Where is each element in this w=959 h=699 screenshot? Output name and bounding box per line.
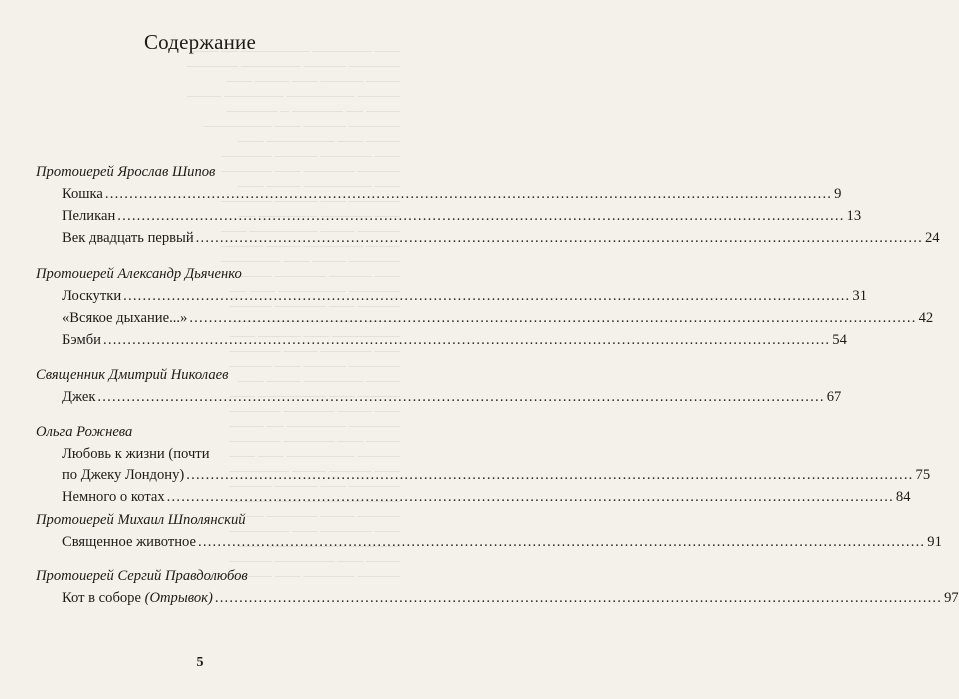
toc-entry-title: Кошка [62, 186, 103, 202]
toc-entry-title [62, 590, 213, 607]
dot-leader [123, 288, 850, 305]
toc-entry-page: 67 [826, 389, 842, 405]
page-title: Содержание [143, 30, 257, 54]
toc-entry[interactable] [62, 310, 934, 330]
toc-entry-page: 24 [924, 230, 940, 246]
toc-entry-title: Немного о котах [62, 489, 165, 505]
toc-entry-title: Священное животное [62, 534, 197, 550]
toc-entry-page: 91 [927, 534, 942, 550]
toc-entry[interactable] [62, 389, 842, 409]
toc-entry[interactable] [62, 467, 931, 487]
author-heading: Протоиерей Сергий Правдолюбов [36, 568, 248, 584]
dot-leader [189, 310, 916, 327]
dot-leader [196, 230, 923, 247]
page-number: 5 [196, 655, 204, 670]
toc-entry[interactable] [62, 332, 847, 352]
toc-entry[interactable] [62, 208, 862, 228]
toc-entry-title-line1[interactable]: Любовь к жизни (почти [62, 446, 210, 462]
toc-entry-title: Джек [62, 389, 96, 405]
toc-entry-title-note: (Отрывок) [144, 590, 213, 606]
toc-entry-page: 97 [944, 590, 959, 606]
toc-entry-title-main: Кот в соборе [62, 590, 141, 606]
toc-entry-page: 13 [846, 208, 862, 224]
toc-entry-title: Лоскутки [62, 288, 122, 304]
dot-leader [215, 590, 942, 607]
author-heading: Протоиерей Ярослав Шипов [36, 164, 216, 180]
toc-entry-title: Бэмби [62, 332, 101, 348]
toc-entry[interactable] [62, 186, 842, 206]
author-heading: Протоиерей Александр Дьяченко [36, 266, 242, 282]
dot-leader [167, 489, 894, 506]
dot-leader [198, 534, 925, 551]
show-through-text: ─── ─────── ──────── ── ─── ────── ───── ─────── ────── ──── ───── ─── ──── ─── ───── ──────── ─────── ──── ──── ── ────── ─ ────── ────── ───── ─── ──────── ──── ─── ──────── ─── ─── ────── ───── ────── ───── ────── ─── ────── ─── ──────── ──── ─── ────── ─── ───── ────── ─── ────── ─────── ── ───── ──── ──────── ─── ──── ─────── ──── ───── ────── ──── ─── ─────── ─── ───── ────── ──── ────── ──────── ─── ── ───── ─── ────── ───── ──── ─────── ──── ──── ──────── ─── ───── ─── ─── ────── ──── ────── ────── ───── ─── ───── ──── ─────── ──── ─── ───── ─── ──────── ─── ─── ──── ────── ────── ────── ─────── ── ──── ──── ─── ────── ────── ───── ──────── ─── ─── ─── ───── ──── ─────── ────── ─── ───── ───── ──── ─────── ─── ───── ───── ──── ────── ──── ─── ────── ─── ─────── ────── ───── ──── ─── ──── ─── ─────── ───── ───── ────── ─── ───── [186, 44, 400, 583]
dot-leader [105, 186, 832, 203]
toc-entry[interactable] [62, 230, 940, 250]
toc-entry[interactable] [62, 590, 959, 610]
author-heading: Протоиерей Михаил Шполянский [36, 512, 246, 528]
author-heading: Ольга Рожнева [36, 424, 133, 440]
toc-entry[interactable] [62, 288, 867, 308]
toc-entry-title: «Всякое дыхание...» [62, 310, 188, 326]
dot-leader [186, 467, 913, 484]
dot-leader [97, 389, 824, 406]
toc-entry-page: 54 [832, 332, 847, 348]
toc-entry-page: 31 [852, 288, 867, 304]
toc-entry-page: 84 [895, 489, 911, 505]
toc-entry[interactable] [62, 489, 911, 509]
toc-entry-page: 75 [915, 467, 931, 483]
toc-entry-page: 9 [834, 186, 842, 202]
author-heading: Священник Дмитрий Николаев [36, 367, 229, 383]
dot-leader [103, 332, 830, 349]
toc-entry-title: Век двадцать первый [62, 230, 194, 246]
toc-entry-title: Пеликан [62, 208, 116, 224]
toc-entry-page: 42 [918, 310, 934, 326]
toc-entry-title-line2: по Джеку Лондону) [62, 467, 185, 483]
dot-leader [117, 208, 844, 225]
toc-entry[interactable] [62, 534, 942, 554]
